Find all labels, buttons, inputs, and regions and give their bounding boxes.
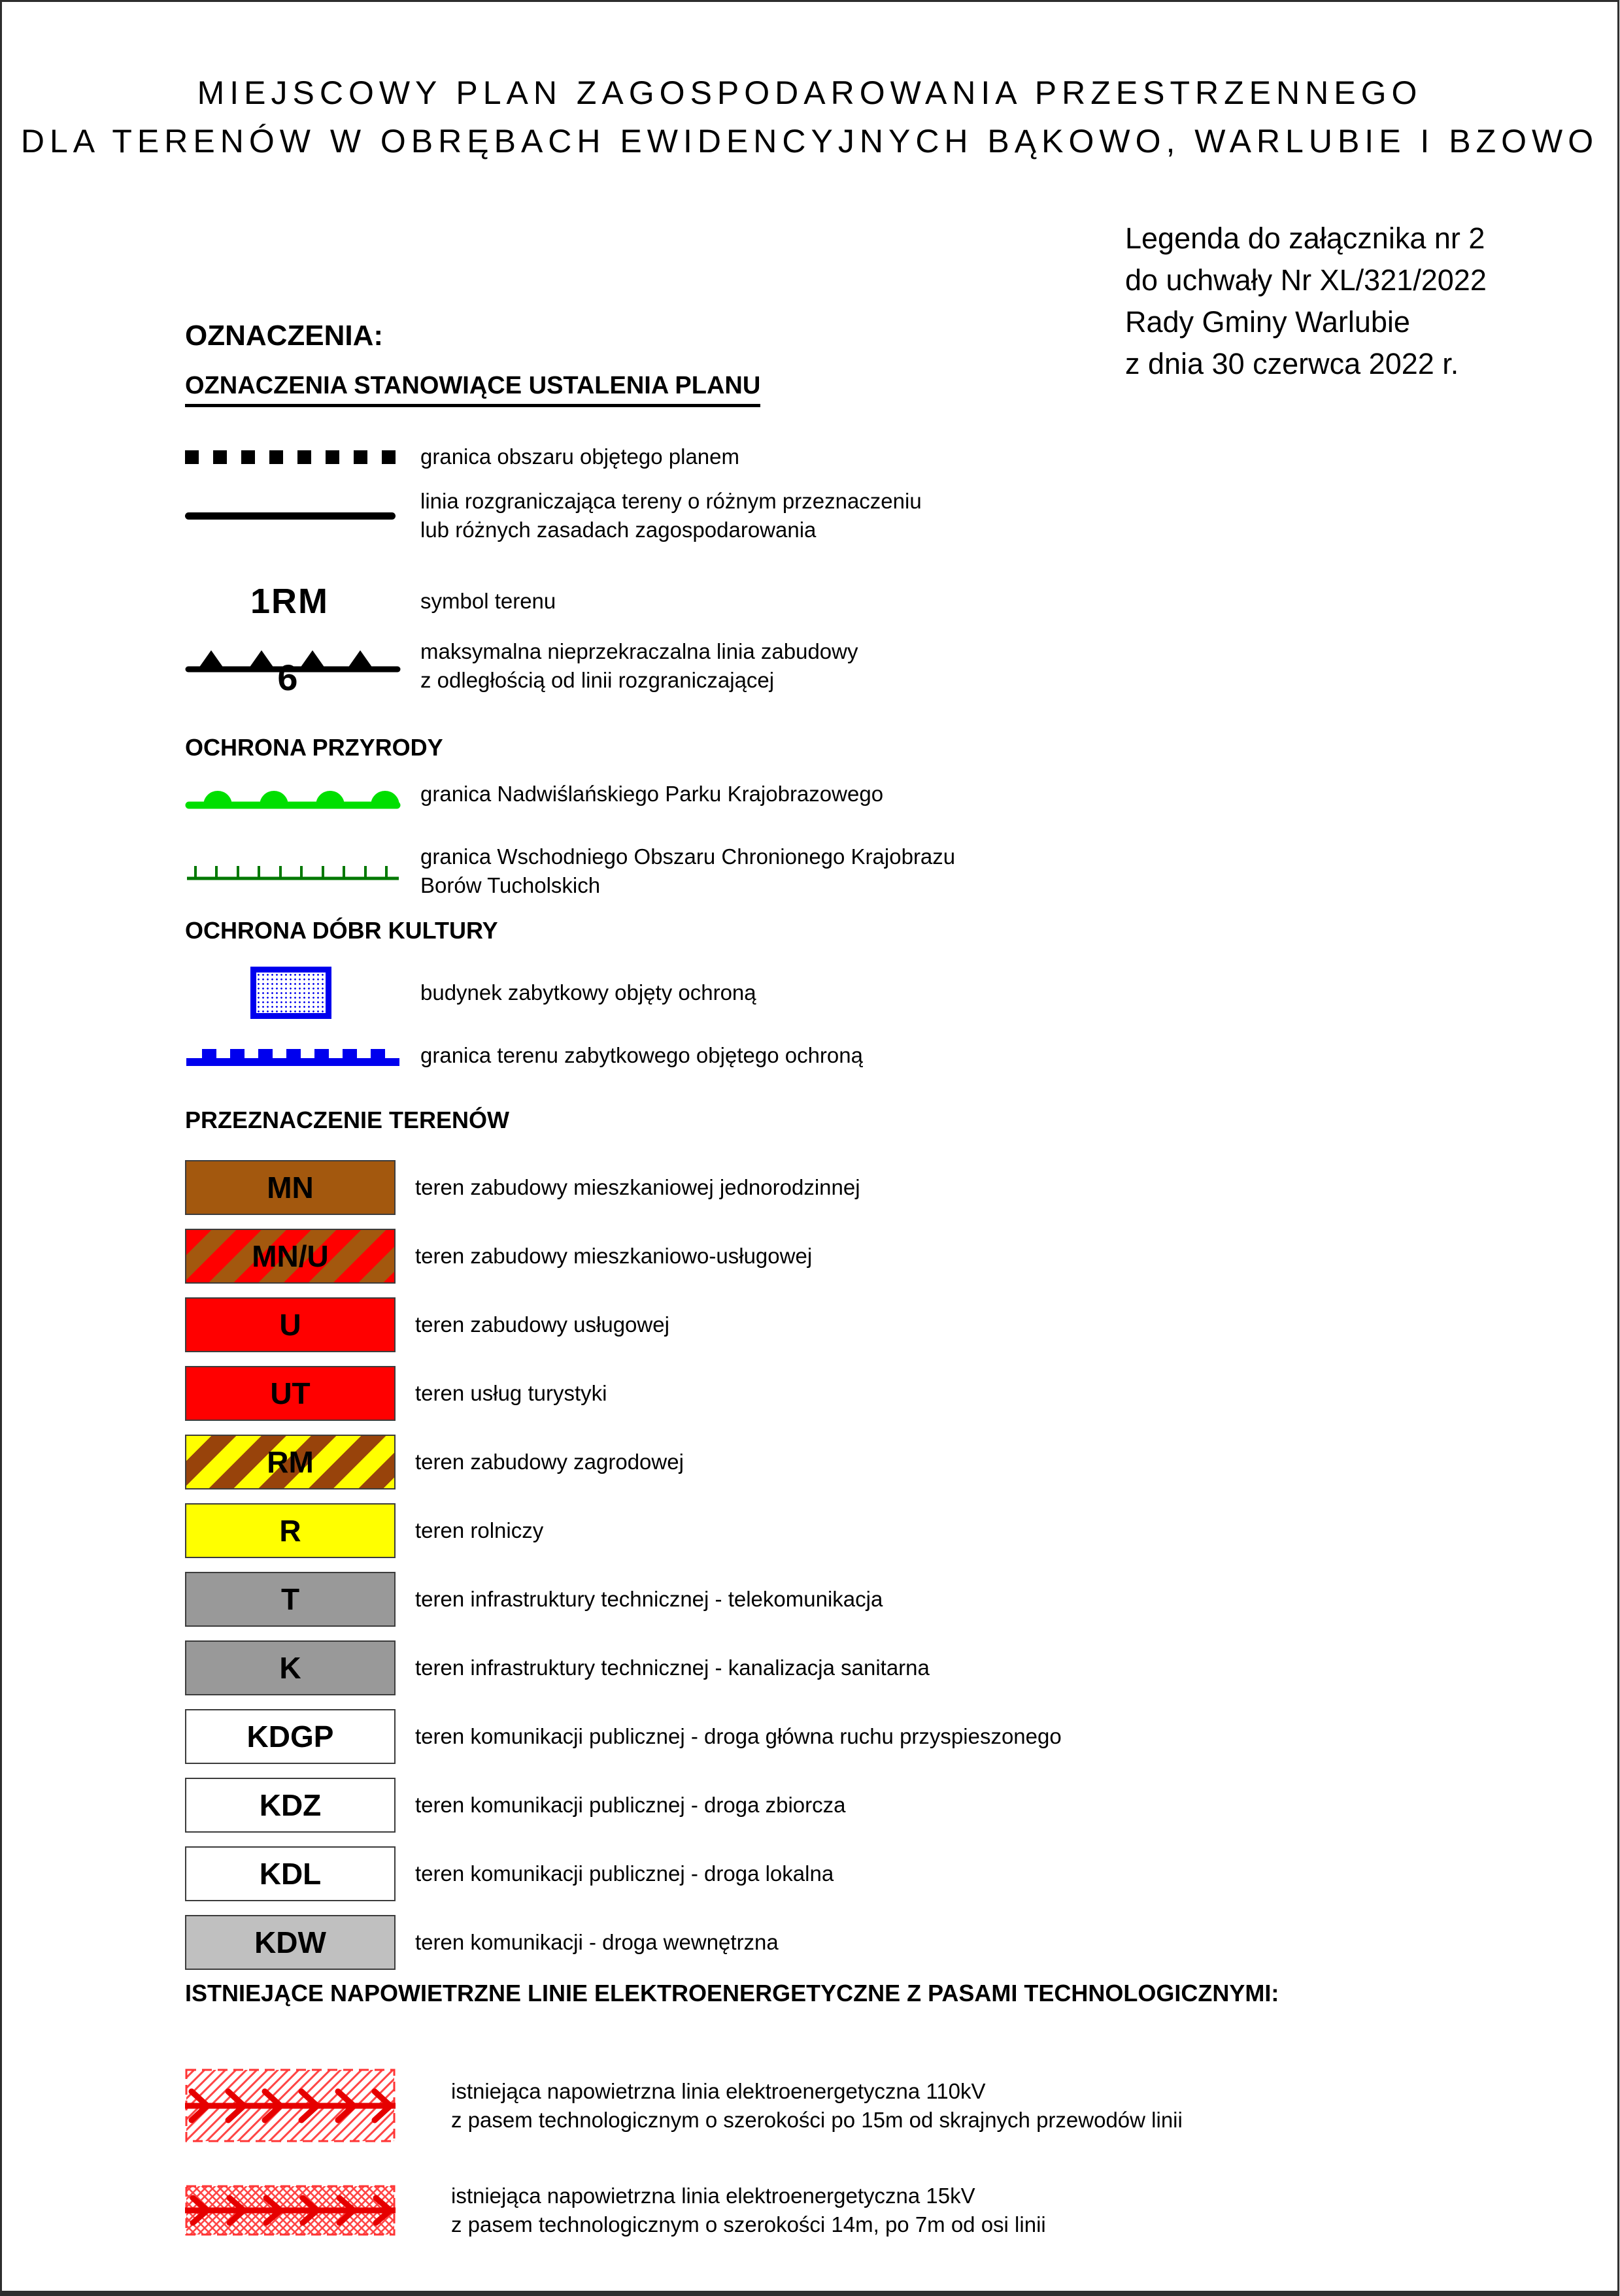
line-110kv-label1: istniejąca napowietrzna linia elektroenergetyczna 110kV	[451, 2078, 986, 2103]
zone-row-kdgp	[185, 1709, 1062, 1764]
zone-label: teren zabudowy usługowej	[415, 1312, 669, 1337]
legend-row-historic-area	[185, 1041, 863, 1070]
zone-swatch-k	[185, 1640, 396, 1695]
line-110kv-label2: z pasem technologicznym o szerokości po 15m od skrajnych przewodów linii	[451, 2107, 1183, 2132]
historic-building-label: budynek zabytkowy objęty ochroną	[420, 980, 756, 1005]
zone-label: teren rolniczy	[415, 1518, 544, 1542]
line-110kv-symbol	[185, 2069, 396, 2142]
zone-label: teren infrastruktury technicznej - kanalizacja sanitarna	[415, 1655, 930, 1680]
legend-row-park-boundary	[185, 768, 883, 820]
zone-label: teren zabudowy zagrodowej	[415, 1450, 684, 1474]
zone-code: R	[279, 1514, 301, 1548]
zone-code: T	[280, 1582, 300, 1616]
historic-building-symbol	[185, 967, 401, 1019]
legend-row-building-line	[185, 633, 858, 699]
legend-row-historic-building	[185, 967, 756, 1019]
historic-area-label: granica terenu zabytkowego objętego ochroną	[420, 1043, 863, 1067]
building-line-number: 6	[277, 657, 298, 693]
zone-row-kdl	[185, 1846, 834, 1901]
legend-row-line-110kv	[185, 2069, 1183, 2142]
line-15kv-label1: istniejąca napowietrzna linia elektroenergetyczna 15kV	[451, 2184, 975, 2208]
green-bump-line-icon	[185, 778, 401, 810]
zone-swatch-mn	[185, 1160, 396, 1215]
zone-swatch-ut	[185, 1366, 396, 1421]
legend-note	[1125, 218, 1487, 385]
legend-row-dividing-line	[185, 487, 922, 544]
blue-crenellated-line-icon	[185, 1044, 401, 1067]
zone-row-mn	[185, 1160, 860, 1215]
zone-label: teren komunikacji - droga wewnętrzna	[415, 1930, 779, 1954]
zone-row-kdw	[185, 1915, 779, 1970]
zone-label: teren zabudowy mieszkaniowo-usługowej	[415, 1244, 813, 1268]
zone-label: teren infrastruktury technicznej - telekomunikacja	[415, 1587, 883, 1611]
page-title-line1: MIEJSCOWY PLAN ZAGOSPODAROWANIA PRZESTRZENNEGO	[197, 75, 1423, 111]
zone-code: KDZ	[259, 1788, 322, 1822]
zone-row-k	[185, 1640, 930, 1695]
legend-row-line-15kv	[185, 2185, 1046, 2236]
zone-swatch-t	[185, 1572, 396, 1627]
historic-area-symbol	[185, 1044, 401, 1067]
building-line-label1: maksymalna nieprzekraczalna linia zabudowy	[420, 639, 858, 663]
zone-row-ut	[185, 1366, 607, 1421]
terrain-symbol-label: symbol terenu	[420, 589, 556, 613]
heading-ochrona-przyrody: OCHRONA PRZYRODY	[185, 734, 443, 761]
zone-swatch-kdz	[185, 1778, 396, 1833]
zone-label: teren komunikacji publicznej - droga główna ruchu przyspieszonego	[415, 1724, 1062, 1748]
dividing-line-label2: lub różnych zasadach zagospodarowania	[420, 518, 817, 542]
heading-ochrona-dobr-kultury: OCHRONA DÓBR KULTURY	[185, 917, 498, 944]
heading-oznaczenia: OZNACZENIA:	[185, 320, 384, 352]
zone-swatch-u	[185, 1297, 396, 1352]
zone-label: teren usług turystyki	[415, 1381, 607, 1405]
zone-swatch-rm	[185, 1435, 396, 1489]
legend-row-plan-boundary	[185, 439, 739, 475]
terrain-code: 1RM	[250, 582, 329, 621]
power-line-15kv-icon	[185, 2185, 396, 2236]
thick-line-icon	[185, 512, 396, 520]
zone-code: U	[279, 1308, 301, 1342]
legend-row-protected-landscape	[185, 841, 955, 901]
zone-swatch-r	[185, 1503, 396, 1558]
dividing-line-symbol	[185, 512, 401, 520]
zone-row-u	[185, 1297, 669, 1352]
protected-landscape-label1: granica Wschodniego Obszaru Chronionego Krajobrazu	[420, 844, 956, 869]
zone-code: KDL	[259, 1857, 322, 1891]
zone-swatch-mnu	[185, 1229, 396, 1284]
historic-building-icon	[250, 967, 331, 1019]
protected-landscape-symbol	[185, 861, 401, 882]
park-boundary-symbol	[185, 778, 401, 810]
plan-boundary-label: granica obszaru objętego planem	[420, 444, 739, 469]
zone-label: teren zabudowy mieszkaniowej jednorodzinnej	[415, 1175, 860, 1199]
zone-row-rm	[185, 1435, 684, 1489]
legend-note-line4: z dnia 30 czerwca 2022 r.	[1125, 347, 1459, 380]
zone-swatch-kdgp	[185, 1709, 396, 1764]
zone-code: UT	[270, 1376, 311, 1410]
park-boundary-label: granica Nadwiślańskiego Parku Krajobrazowego	[420, 782, 884, 806]
heading-ustalenia	[185, 372, 760, 400]
zone-swatch-kdw	[185, 1915, 396, 1970]
building-line-icon	[185, 639, 401, 693]
zone-row-mnu	[185, 1229, 812, 1284]
line-15kv-label2: z pasem technologicznym o szerokości 14m, po 7m od osi linii	[451, 2212, 1046, 2237]
power-line-110kv-icon	[185, 2069, 396, 2142]
zone-row-kdz	[185, 1778, 846, 1833]
zone-label: teren komunikacji publicznej - droga zbiorcza	[415, 1793, 846, 1817]
zone-code: KDGP	[246, 1720, 334, 1754]
zone-swatch-kdl	[185, 1846, 396, 1901]
zone-row-r	[185, 1503, 543, 1558]
zone-code: RM	[267, 1445, 314, 1479]
zone-code: MN	[267, 1171, 314, 1205]
line-15kv-symbol	[185, 2185, 396, 2236]
page-title-line2: DLA TERENÓW W OBRĘBACH EWIDENCYJNYCH BĄKOWO, WARLUBIE I BZOWO	[20, 123, 1599, 159]
protected-landscape-label2: Borów Tucholskich	[420, 873, 601, 897]
zone-row-t	[185, 1572, 883, 1627]
building-line-label2: z odległością od linii rozgraniczającej	[420, 668, 775, 692]
heading-ustalenia-text: OZNACZENIA STANOWIĄCE USTALENIA PLANU	[185, 372, 760, 407]
building-line-symbol	[185, 639, 401, 693]
zone-code: KDW	[254, 1925, 326, 1959]
zone-label: teren komunikacji publicznej - droga lokalna	[415, 1861, 834, 1886]
legend-note-line3: Rady Gminy Warlubie	[1125, 305, 1410, 339]
legend-row-terrain-symbol	[185, 572, 556, 631]
legend-note-line2: do uchwały Nr XL/321/2022	[1125, 263, 1487, 297]
zone-code: MN/U	[252, 1239, 329, 1273]
green-comb-line-icon	[185, 861, 401, 882]
terrain-symbol	[185, 581, 401, 622]
dashed-boundary-icon	[185, 450, 396, 464]
zone-code: K	[279, 1651, 301, 1685]
dividing-line-label1: linia rozgraniczająca tereny o różnym przeznaczeniu	[420, 489, 922, 513]
heading-przeznaczenie: PRZEZNACZENIE TERENÓW	[185, 1106, 510, 1133]
legend-note-line1: Legenda do załącznika nr 2	[1125, 222, 1485, 255]
heading-linie-elektro: ISTNIEJĄCE NAPOWIETRZNE LINIE ELEKTROENERGETYCZNE Z PASAMI TECHNOLOGICZNYMI:	[185, 1980, 1279, 2006]
plan-boundary-symbol	[185, 450, 401, 464]
